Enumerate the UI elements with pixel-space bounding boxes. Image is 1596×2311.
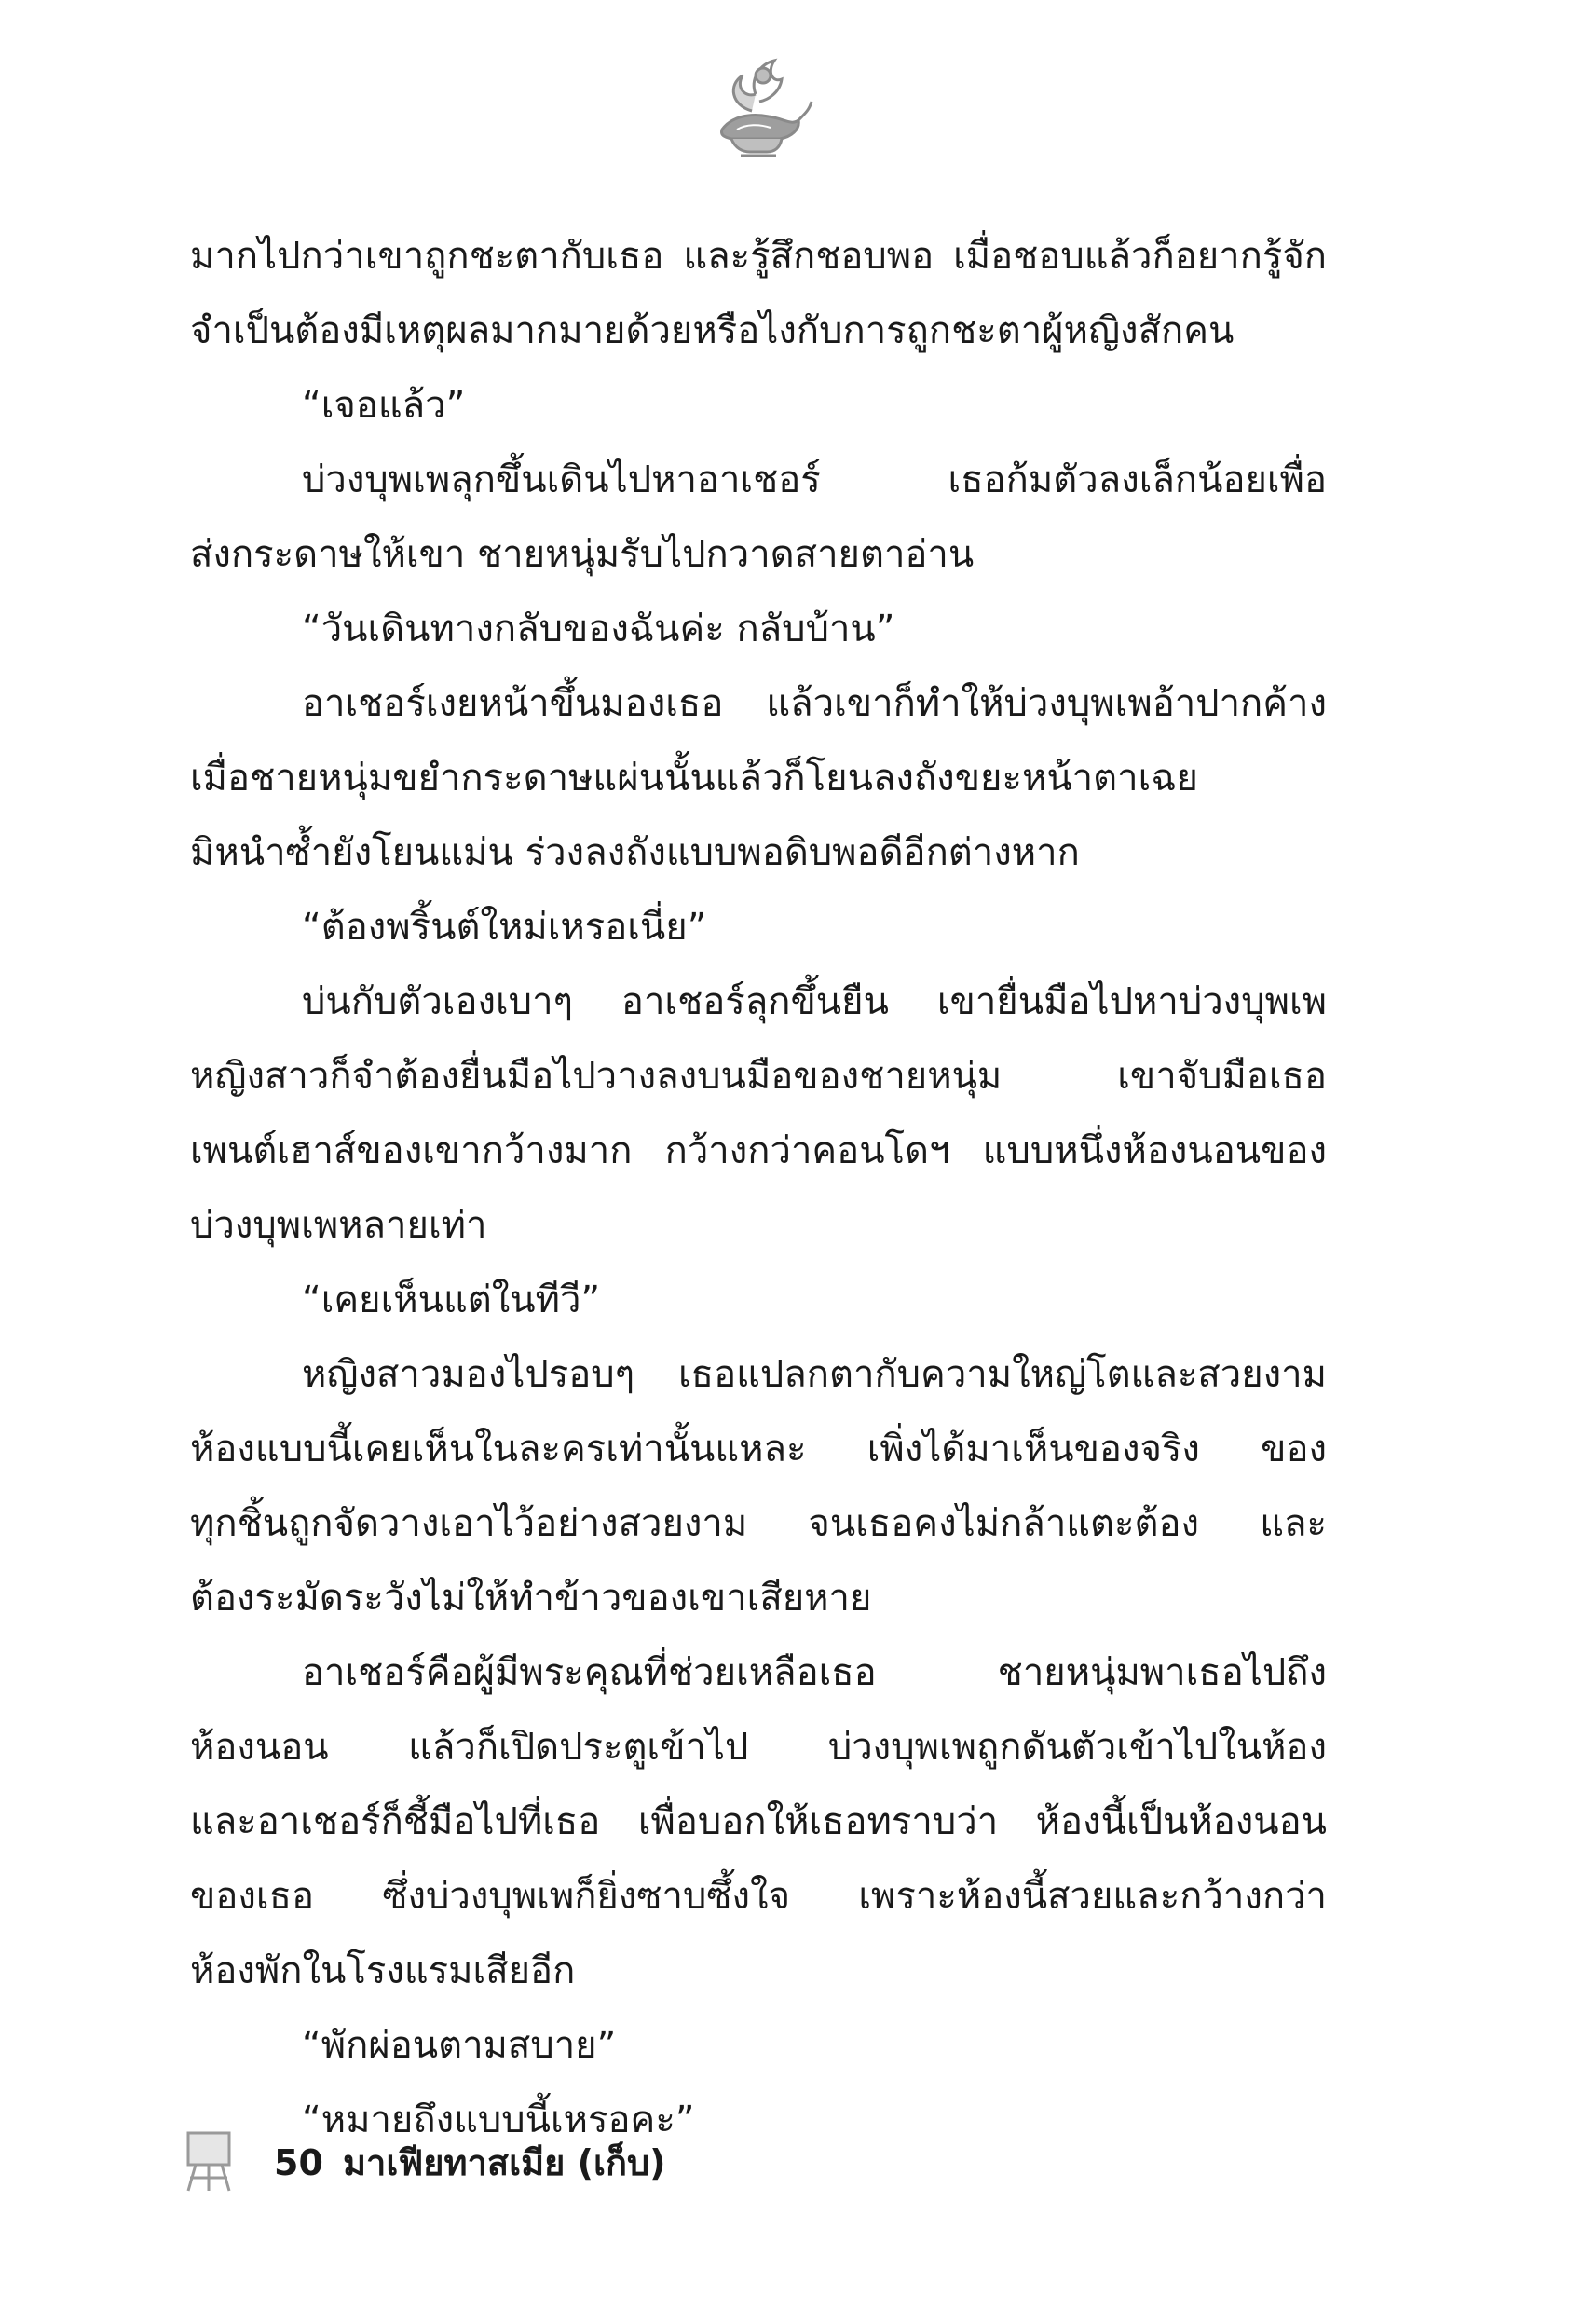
book-title: มาเฟียทาสเมีย (เก็บ) [343,2142,666,2183]
text-line: บ่วงบุพเพลุกขึ้นเดินไปหาอาเชอร์ เธอก้มตัวลงเล็กน้อยเพื่อ [302,458,1327,501]
text-line: “วันเดินทางกลับของฉันค่ะ กลับบ้าน” [302,608,895,650]
text-line: ของเธอ ซึ่งบ่วงบุพเพก็ยิ่งซาบซึ้งใจ เพราะห้องนี้สวยและกว้างกว่า [190,1875,1327,1918]
genie-lamp-icon [694,51,815,172]
text-line: ทุกชิ้นถูกจัดวางเอาไว้อย่างสวยงาม จนเธอคงไม่กล้าแตะต้อง และ [190,1502,1327,1545]
text-line: อาเชอร์เงยหน้าขึ้นมองเธอ แล้วเขาก็ทำให้บ่วงบุพเพอ้าปากค้าง [302,682,1327,725]
text-line: บ่นกับตัวเองเบาๆ อาเชอร์ลุกขึ้นยืน เขายื่นมือไปหาบ่วงบุพเพ [302,980,1327,1023]
text-line: ส่งกระดาษให้เขา ชายหนุ่มรับไปกวาดสายตาอ่าน [190,533,975,576]
text-line: บ่วงบุพเพหลายเท่า [190,1204,487,1247]
text-line: จำเป็นต้องมีเหตุผลมากมายด้วยหรือไงกับการถูกชะตาผู้หญิงสักคน [190,309,1235,352]
text-line: “เคยเห็นแต่ในทีวี” [302,1279,601,1321]
text-line: อาเชอร์คือผู้มีพระคุณที่ช่วยเหลือเธอ ชายหนุ่มพาเธอไปถึง [302,1651,1327,1694]
text-line: ต้องระมัดระวังไม่ให้ทำข้าวของเขาเสียหาย [190,1577,872,1620]
text-line: ห้องแบบนี้เคยเห็นในละครเท่านั้นแหละ เพิ่งได้มาเห็นของจริง ของ [190,1428,1327,1470]
text-line: เพนต์เฮาส์ของเขากว้างมาก กว้างกว่าคอนโดฯ แบบหนึ่งห้องนอนของ [190,1129,1327,1172]
page-number: 50 [274,2142,323,2183]
text-line: เมื่อชายหนุ่มขยำกระดาษแผ่นนั้นแล้วก็โยนลงถังขยะหน้าตาเฉย [190,757,1198,800]
text-line: หญิงสาวมองไปรอบๆ เธอแปลกตากับความใหญ่โตและสวยงาม [302,1353,1327,1396]
text-line: มากไปกว่าเขาถูกชะตากับเธอ และรู้สึกชอบพอ เมื่อชอบแล้วก็อยากรู้จัก [190,235,1327,278]
text-line: ห้องพักในโรงแรมเสียอีก [190,1949,576,1992]
text-line: “ต้องพริ้นต์ใหม่เหรอเนี่ย” [302,906,707,949]
text-line: มิหนำซ้ำยังโยนแม่น ร่วงลงถังแบบพอดิบพอดีอีกต่างหาก [190,831,1080,874]
page-footer [183,2129,1021,2195]
text-line: หญิงสาวก็จำต้องยื่นมือไปวางลงบนมือของชายหนุ่ม เขาจับมือเธอ [190,1055,1327,1098]
text-line: “หมายถึงแบบนี้เหรอคะ” [302,2099,695,2141]
easel-icon [183,2129,235,2195]
text-line: “พักผ่อนตามสบาย” [302,2024,617,2067]
text-line: และอาเชอร์ก็ชี้มือไปที่เธอ เพื่อบอกให้เธอทราบว่า ห้องนี้เป็นห้องนอน [190,1800,1327,1843]
text-line: ห้องนอน แล้วก็เปิดประตูเข้าไป บ่วงบุพเพถูกดันตัวเข้าไปในห้อง [190,1726,1327,1769]
chapter-body [190,219,1327,2157]
text-line: “เจอแล้ว” [302,384,466,427]
